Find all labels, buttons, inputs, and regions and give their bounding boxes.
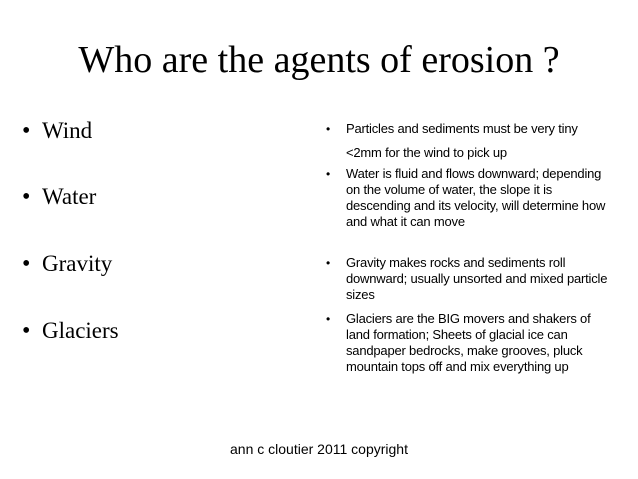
agent-item [22, 181, 282, 213]
agent-item [22, 115, 282, 147]
bullet-icon: • [326, 312, 331, 326]
agent-label: Glaciers [42, 318, 119, 343]
slide-title: Who are the agents of erosion ? [78, 39, 560, 81]
bullet-icon: • [22, 318, 31, 344]
bullet-icon: • [22, 251, 31, 277]
agent-item [22, 248, 282, 280]
agent-label: Gravity [42, 251, 113, 276]
bullet-icon: • [326, 256, 331, 270]
agent-item [22, 315, 282, 347]
copyright-footer: ann c cloutier 2011 copyright [230, 441, 408, 457]
detail-text: Gravity makes rocks and sediments roll downward; usually unsorted and mixed particle sizes [346, 255, 608, 302]
detail-text: Glaciers are the BIG movers and shakers of land formation; Sheets of glacial ice can sandpaper bedrocks, make grooves, pluck mountain tops off and mix everything up [346, 311, 591, 374]
agent-label: Water [42, 184, 97, 209]
bullet-icon: • [326, 167, 331, 181]
detail-text: Water is fluid and flows downward; depending on the volume of water, the slope it is descending and its velocity, will determine how and what it can move [346, 166, 606, 229]
bullet-icon: • [22, 184, 31, 210]
agent-label: Wind [42, 118, 93, 143]
bullet-icon: • [22, 118, 31, 144]
detail-text: Particles and sediments must be very tiny <2mm for the wind to pick up [346, 121, 578, 160]
bullet-icon: • [326, 122, 331, 136]
